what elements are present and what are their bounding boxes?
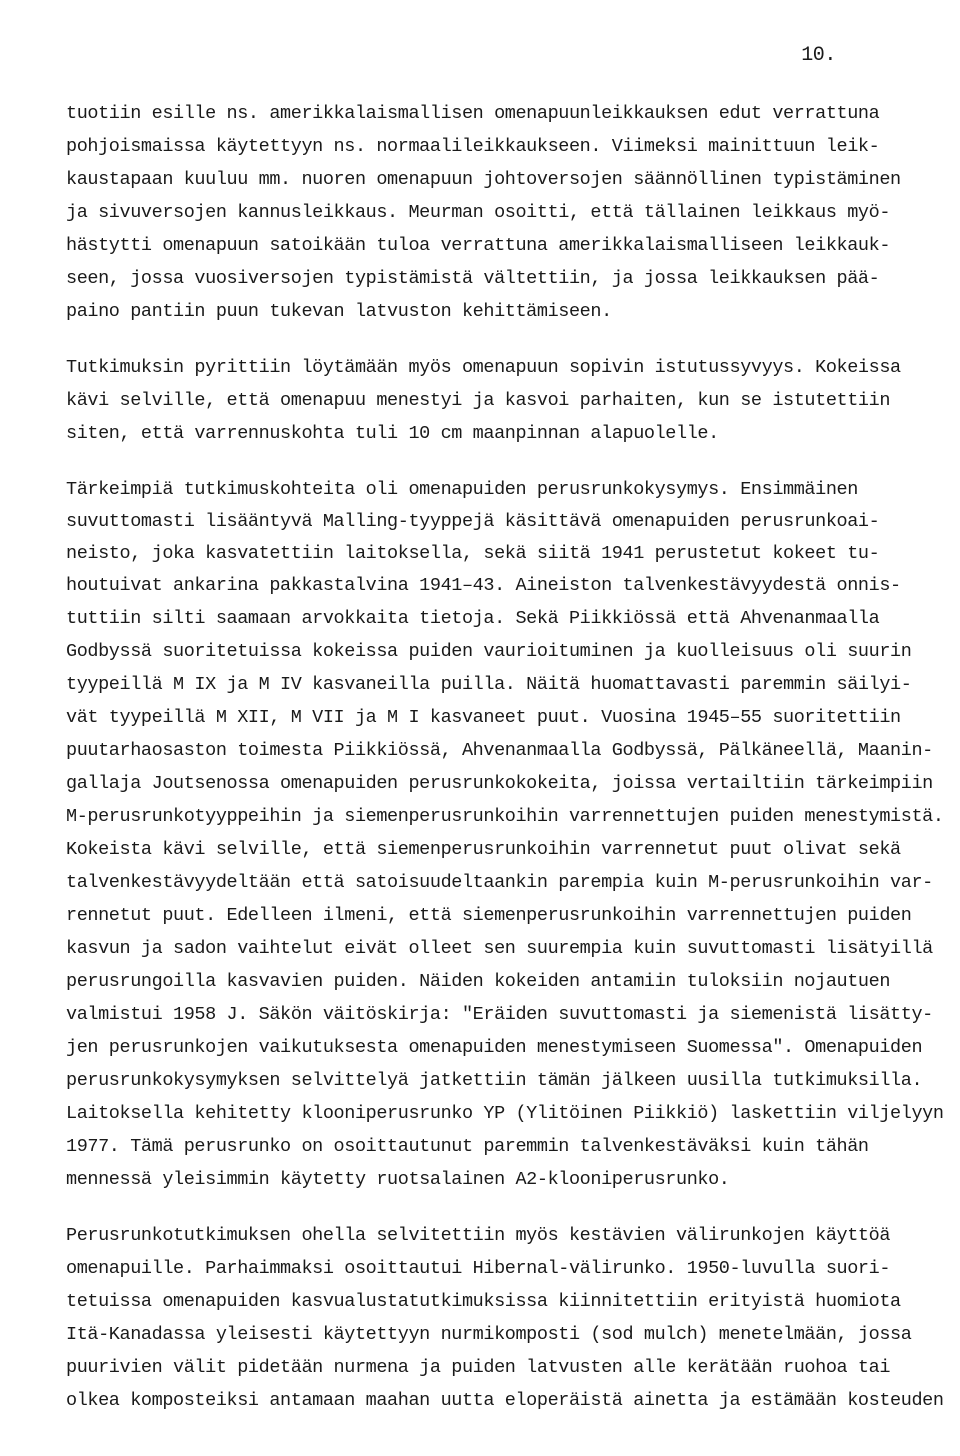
- text-line: talvenkestävyydeltään että satoisuudeltaankin parempia kuin M-perusrunkoihin var-: [66, 872, 933, 893]
- text-line: ja sivuversojen kannusleikkaus. Meurman osoitti, että tällainen leikkaus myö-: [66, 202, 891, 223]
- text-line: houtuivat ankarina pakkastalvina 1941–43. Aineiston talvenkestävyydestä onnis-: [66, 575, 901, 596]
- text-line: Itä-Kanadassa yleisesti käytettyyn nurmikomposti (sod mulch) menetelmään, jossa: [66, 1324, 912, 1345]
- text-line: Tärkeimpiä tutkimuskohteita oli omenapuiden perusrunkokysymys. Ensimmäinen: [66, 479, 858, 500]
- text-line: hästytti omenapuun satoikään tuloa verrattuna amerikkalaismalliseen leikkauk-: [66, 235, 891, 256]
- text-line: pohjoismaissa käytettyyn ns. normaalileikkaukseen. Viimeksi mainittuun leik-: [66, 136, 880, 157]
- text-line: Laitoksella kehitetty klooniperusrunko YP (Ylitöinen Piikkiö) laskettiin viljelyyn: [66, 1103, 944, 1124]
- text-line: Tutkimuksin pyrittiin löytämään myös omenapuun sopivin istutussyvyys. Kokeissa: [66, 357, 901, 378]
- text-line: siten, että varrennuskohta tuli 10 cm maanpinnan alapuolelle.: [66, 423, 719, 444]
- text-line: perusrunkokysymyksen selvittelyä jatkettiin tämän jälkeen uusilla tutkimuksilla.: [66, 1070, 923, 1091]
- text-line: kasvun ja sadon vaihtelut eivät olleet sen suurempia kuin suvuttomasti lisätyillä: [66, 938, 933, 959]
- text-line: tyypeillä M IX ja M IV kasvaneilla puilla. Näitä huomattavasti paremmin säilyi-: [66, 674, 912, 695]
- text-line: gallaja Joutsenossa omenapuiden perusrunkokokeita, joissa vertailtiin tärkeimpiin: [66, 773, 933, 794]
- text-line: suvuttomasti lisääntyvä Malling-tyyppejä käsittävä omenapuiden perusrunkoai-: [66, 511, 880, 532]
- text-line: paino pantiin puun tukevan latvuston kehittämiseen.: [66, 301, 612, 322]
- text-line: tuttiin silti saamaan arvokkaita tietoja. Sekä Piikkiössä että Ahvenanmaalla: [66, 608, 880, 629]
- text-line: perusrungoilla kasvavien puiden. Näiden kokeiden antamiin tuloksiin nojautuen: [66, 971, 891, 992]
- text-line: tuotiin esille ns. amerikkalaismallisen omenapuunleikkauksen edut verrattuna: [66, 103, 880, 124]
- page-number: 10.: [801, 44, 836, 67]
- text-line: puurivien välit pidetään nurmena ja puiden latvusten alle kerätään ruohoa tai: [66, 1357, 891, 1378]
- text-line: jen perusrunkojen vaikutuksesta omenapuiden menestymiseen Suomessa". Omenapuiden: [66, 1037, 923, 1058]
- text-line: Perusrunkotutkimuksen ohella selvitettiin myös kestävien välirunkojen käyttöä: [66, 1225, 891, 1246]
- text-line: rennetut puut. Edelleen ilmeni, että siemenperusrunkoihin varrennettujen puiden: [66, 905, 912, 926]
- text-line: olkea komposteiksi antamaan maahan uutta eloperäistä ainetta ja estämään kosteuden: [66, 1390, 944, 1411]
- text-line: neisto, joka kasvatettiin laitoksella, sekä siitä 1941 perustetut kokeet tu-: [66, 543, 880, 564]
- text-line: tetuissa omenapuiden kasvualustatutkimuksissa kiinnitettiin erityistä huomiota: [66, 1291, 901, 1312]
- text-line: kaustapaan kuuluu mm. nuoren omenapuun johtoversojen säännöllinen typistäminen: [66, 169, 901, 190]
- text-line: Godbyssä suoritetuissa kokeissa puiden vaurioituminen ja kuolleisuus oli suurin: [66, 641, 912, 662]
- text-line: valmistui 1958 J. Säkön väitöskirja: "Eräiden suvuttomasti ja siemenistä lisätty-: [66, 1004, 933, 1025]
- text-line: M-perusrunkotyyppeihin ja siemenperusrunkoihin varrennettujen puiden menestymistä.: [66, 806, 944, 827]
- text-line: mennessä yleisimmin käytetty ruotsalainen A2-klooniperusrunko.: [66, 1169, 730, 1190]
- text-line: vät tyypeillä M XII, M VII ja M I kasvaneet puut. Vuosina 1945–55 suoritettiin: [66, 707, 901, 728]
- text-line: 1977. Tämä perusrunko on osoittautunut paremmin talvenkestäväksi kuin tähän: [66, 1136, 869, 1157]
- text-line: omenapuille. Parhaimmaksi osoittautui Hibernal-välirunko. 1950-luvulla suori-: [66, 1258, 891, 1279]
- text-line: Kokeista kävi selville, että siemenperusrunkoihin varrennetut puut olivat sekä: [66, 839, 901, 860]
- text-line: kävi selville, että omenapuu menestyi ja kasvoi parhaiten, kun se istutettiin: [66, 390, 891, 411]
- text-line: seen, jossa vuosiversojen typistämistä vältettiin, ja jossa leikkauksen pää-: [66, 268, 880, 289]
- text-line: puutarhaosaston toimesta Piikkiössä, Ahvenanmaalla Godbyssä, Pälkäneellä, Maanin-: [66, 740, 933, 761]
